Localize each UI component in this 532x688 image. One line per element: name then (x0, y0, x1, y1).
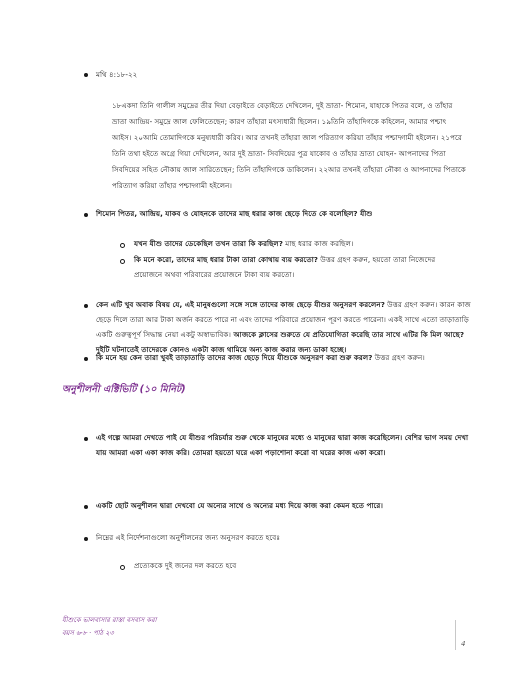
question-why-quickly (96, 350, 476, 365)
sub-question-1 (134, 236, 464, 251)
bullet-dot (84, 437, 88, 441)
sub-question-2-text: কি মনে করো, তাদের মাছ ধরার টাকা তারা কোথায় ব্যয় করতো? (134, 255, 318, 264)
sub-bullet-circle (120, 259, 125, 264)
activity-heading: অনুশীলনী এক্টিভিটি (১০ মিনিট) (62, 384, 186, 395)
activity-intro: এই গল্পে আমরা দেখতে পাই যে যীশুর পরিচর্যার শুরু থেকে মানুষের মধ্যে ও মানুষের দ্বারা কাজ করেছিলেন। বেশির ভাগ সময় দেখা যায় আমরা একা একা কাজ করি। তোমরা হয়তো ঘরে একা পড়াশোনা করো বা ঘরের কাজ একা করো। (96, 433, 469, 457)
sub-question-1-answer: মাছ ধরার কাজ করছিল। (282, 239, 354, 248)
page-number: 4 (461, 640, 466, 648)
sub-question-1-text: যখন যীশু তাদের ডেকেছিল তখন তারা কি করছিল? (134, 239, 283, 248)
bullet-dot (84, 505, 88, 509)
question-why-quickly-text: কি মনে হয় কেন তারা খুবই তাড়াতাড়ি তাদের কাজ ছেড়ে দিয়ে যীশুকে অনুসরণ করা শুরু করল? (96, 353, 373, 362)
question-who-called: শিমোন পিতর, আন্দ্রিয়, যাকব ও যোহনকে তাদের মাছ ধরার কাজ ছেড়ে দিতে কে বলেছিল? যীশু (96, 209, 373, 218)
question-why-surprising-answer: উত্তর গ্রহণ করুন। কারন কাজ ছেড়ে দিলে তারা আর টাকা অর্জন করতে পারে না এবং তাদের পরিবারে প্রয়োজন পূরণ করতে পারেনা। একই সাথে এতো তাড়াতাড়ি একটি গুরুত্বপূর্ণ সিদ্ধান্ত নেয়া একটু অস্বাভাবিক। (96, 300, 471, 339)
activity-instructions: নিম্নের এই নির্দেশনাগুলো অনুশীলনের জন্য অনুসরণ করতে হবেঃ (96, 533, 281, 542)
scripture-quote: ১৮একদা তিনি গালীল সমুদ্রের তীর দিয়া বেড়াইতে বেড়াইতে দেখিলেন, দুই ভ্রাতা- শিমোন, যাহাকে পিতর বলে, ও তাঁহার ভ্রাতা আন্দ্রিয়- সমুদ্রে জাল ফেলিতেছেন; কারণ তাঁহারা মৎস্যধারী ছিলেন। ১৯তিনি তাঁহাদিগকে কহিলেন, আমার পশ্চাৎ আইস। ২০আমি তোমাদিগকে মনুষ্যধারী করিব। আর তখনই তাঁহারা জাল পরিত্যাগ করিয়া তাঁহার পশ্চাদ্গামী হইলেন। ২১পরে তিনি তথা হইতে অগ্রে গিয়া দেখিলেন, আর দুই ভ্রাতা- সিবদিয়ের পুত্র যাকোব ও তাঁহার ভ্রাতা যোহন- আপনাদের পিতা সিবদিয়ের সহিত নৌকায় জাল সারিতেছেন; তিনি তাঁহাদিগকে ডাকিলেন। ২২আর তখনই তাঁহারা নৌকা ও আপনাদের পিতাকে পরিত্যাগ করিয়া তাঁহার পশ্চাদ্গামী হইলেন। (112, 101, 466, 190)
sub-question-2 (134, 252, 464, 282)
scripture-reference: মথি ৪:১৮-২২ (96, 70, 138, 79)
sub-bullet-circle (120, 565, 125, 570)
bullet-dot (84, 537, 88, 541)
bullet-dot (84, 357, 88, 361)
sub-question-2-answer: উত্তর গ্রহণ করুন, হয়তো তারা নিজেদের প্রয়োজনে অথবা পরিবারের প্রয়োজনে টাকা ব্যয় করতো। (134, 255, 436, 279)
footer-title: যীশুকে ভালবাসার রাস্তা বসবাস করা (62, 616, 157, 624)
activity-exercise: একটি ছোট অনুশীলন দ্বারা দেখবো যে অন্যের সাথে ও অন্যের মধ্য দিয়ে কাজ করা কেমন হতে পারে। (96, 501, 383, 510)
footer-lesson: বয়স ৬-৮ · পাঠ ২৩ (62, 629, 114, 637)
question-why-surprising (96, 297, 476, 357)
question-why-surprising-text: কেন এটি খুব অবাক বিষয় যে, এই মানুষগুলো সঙ্গে সঙ্গে তাদের কাজ ছেড়ে যীশুর অনুসরণ করলেন? (96, 300, 385, 309)
activity-instruction-1: প্রত্যেককে দুই জনের দল করতে হবে (134, 561, 237, 570)
bullet-dot (84, 213, 88, 217)
question-similarity: আজকে ক্লাসের শুরুতে যে প্রতিযোগিতা করেছি তার সাথে এটির কি মিল আছে? দুইটি ঘটনাতেই তাদেরকে কোনও একটা কাজ থামিয়ে অন্য কাজ করার জন্য ডাকা হচ্ছে। (96, 330, 464, 354)
question-why-quickly-answer: উত্তর গ্রহণ করুন। (372, 353, 425, 362)
footer-divider (455, 620, 456, 650)
bullet-dot (84, 304, 88, 308)
sub-bullet-circle (120, 243, 125, 248)
bullet-dot (84, 73, 88, 77)
